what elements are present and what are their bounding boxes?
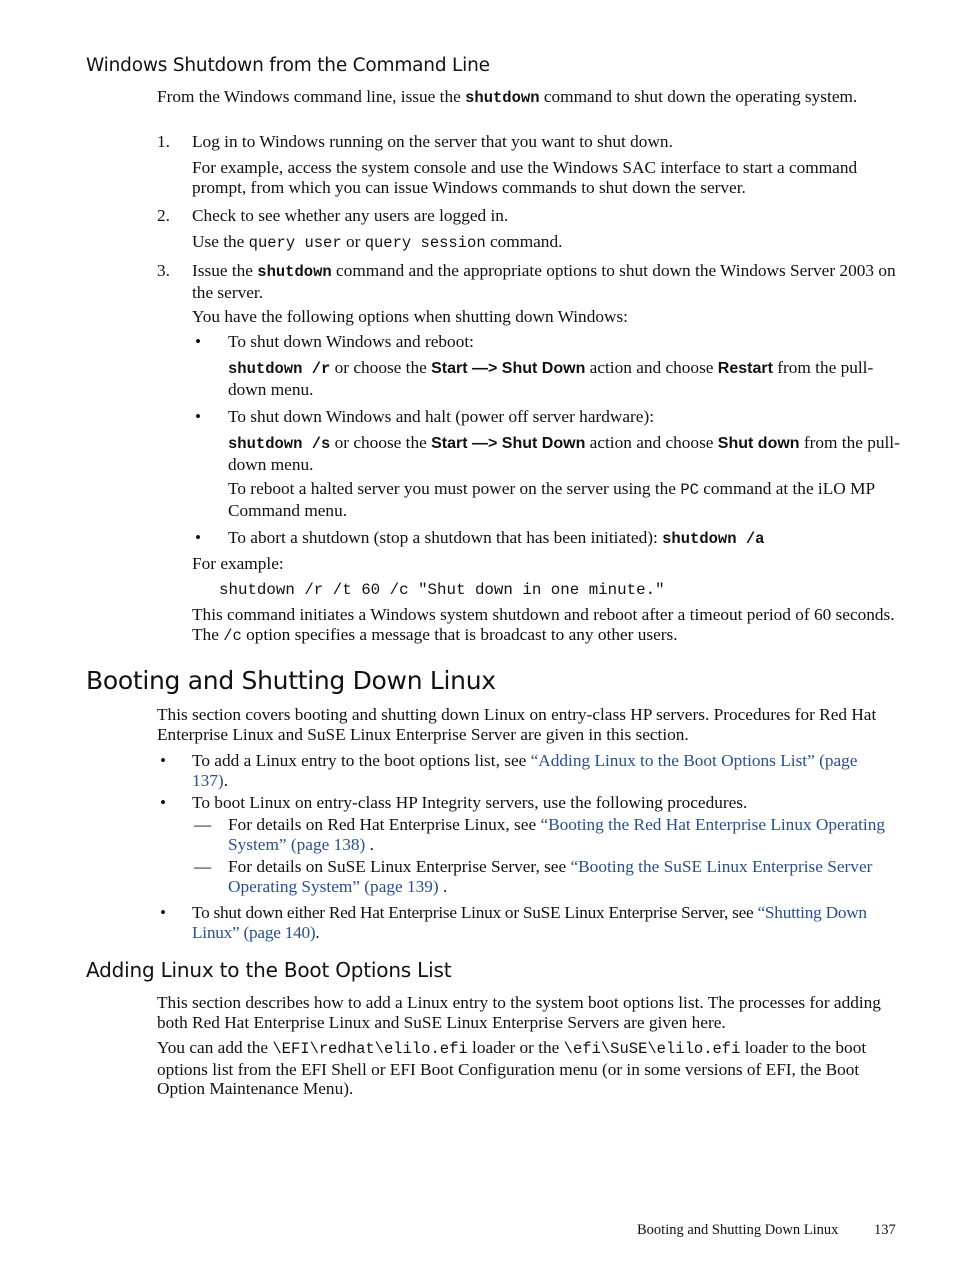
link-shutting-down-linux[interactable]: “Shutting Down Linux” (page 140) — [192, 903, 867, 942]
inline-command: shutdown /s — [228, 435, 331, 453]
linux-bullet-2: To boot Linux on entry-class HP Integrity servers, use the following procedures. — [192, 793, 748, 812]
bullet: • — [195, 528, 202, 547]
inline-command: shutdown /r — [228, 360, 331, 378]
inline-command: shutdown — [257, 263, 332, 281]
section-heading-boot-options: Adding Linux to the Boot Options List — [86, 958, 452, 982]
linux-bullet-3: To shut down either Red Hat Enterprise Linux or SuSE Linux Enterprise Server, see “Shutting Down Linux” (page 140). — [192, 903, 867, 942]
inline-command: shutdown /a — [662, 530, 765, 548]
inline-code: query session — [364, 234, 486, 252]
boot-options-para-1: This section describes how to add a Linux entry to the system boot options list. The processes for adding both Red Hat Enterprise Linux and SuSE Linux Enterprise Servers are given here. — [157, 993, 881, 1032]
menu-choice: Restart — [717, 360, 773, 377]
link-adding-linux[interactable]: “Adding Linux to the Boot Options List” (page 137) — [192, 751, 858, 790]
linux-sub-2: For details on SuSE Linux Enterprise Server, see “Booting the SuSE Linux Enterprise Server Operating System” (page 139) . — [228, 857, 873, 896]
step-3-detail: You have the following options when shutting down Windows: — [192, 307, 628, 326]
inline-code: PC — [680, 481, 699, 499]
inline-code: \efi\SuSE\elilo.efi — [563, 1040, 741, 1058]
step-2-detail: Use the query user or query session command. — [192, 232, 563, 252]
bullet: • — [160, 903, 167, 922]
inline-code: query user — [248, 234, 342, 252]
step-2-text: Check to see whether any users are logged in. — [192, 206, 509, 225]
link-booting-suse[interactable]: “Booting the SuSE Linux Enterprise Server Operating System” (page 139) — [228, 857, 873, 896]
option-1-detail: shutdown /r or choose the Start —> Shut Down action and choose Restart from the pull-down menu. — [228, 358, 874, 399]
option-1-label: To shut down Windows and reboot: — [228, 332, 474, 351]
option-3-label: To abort a shutdown (stop a shutdown that has been initiated): shutdown /a — [228, 528, 765, 548]
bullet: • — [195, 332, 202, 351]
bullet: • — [195, 407, 202, 426]
bullet: • — [160, 751, 167, 770]
dash-marker: — — [194, 815, 212, 834]
footer-title: Booting and Shutting Down Linux — [637, 1222, 839, 1238]
linux-intro: This section covers booting and shutting down Linux on entry-class HP servers. Procedures for Red Hat Enterprise Linux and SuSE Linux Enterprise Server are given in this section. — [157, 705, 877, 744]
boot-options-para-2: You can add the \EFI\redhat\elilo.efi loader or the \efi\SuSE\elilo.efi loader to the boot options list from the EFI Shell or EFI Boot Configuration menu (or in some versions of EFI, the Boot Option Maintenance Menu). — [157, 1038, 867, 1098]
dash-marker: — — [194, 857, 212, 876]
option-2-note: To reboot a halted server you must power on the server using the PC command at the iLO MP Command menu. — [228, 479, 875, 520]
menu-path: Start —> Shut Down — [431, 435, 586, 452]
step-number: 2. — [157, 206, 170, 225]
step-number: 1. — [157, 132, 170, 151]
linux-sub-1: For details on Red Hat Enterprise Linux, see “Booting the Red Hat Enterprise Linux Operating System” (page 138) . — [228, 815, 886, 854]
link-booting-redhat[interactable]: “Booting the Red Hat Enterprise Linux Operating System” (page 138) — [228, 815, 886, 854]
section-heading-windows-shutdown: Windows Shutdown from the Command Line — [86, 55, 490, 76]
step-1-text: Log in to Windows running on the server that you want to shut down. — [192, 132, 673, 151]
section-heading-linux: Booting and Shutting Down Linux — [86, 666, 496, 695]
step-1-detail: For example, access the system console and use the Windows SAC interface to start a command prompt, from which you can issue Windows commands to shut down the server. — [192, 158, 858, 197]
closing-paragraph: This command initiates a Windows system shutdown and reboot after a timeout period of 60 seconds. The /c option specifies a message that is broadcast to any other users. — [192, 605, 895, 645]
inline-command: shutdown — [465, 89, 540, 107]
example-code-block: shutdown /r /t 60 /c "Shut down in one minute." — [219, 581, 665, 599]
menu-path: Start —> Shut Down — [431, 360, 586, 377]
example-label: For example: — [192, 554, 284, 573]
step-3-text: Issue the shutdown command and the appropriate options to shut down the Windows Server 2003 on the server. — [192, 261, 896, 302]
intro-paragraph: From the Windows command line, issue the shutdown command to shut down the operating system. — [157, 87, 858, 107]
bullet: • — [160, 793, 167, 812]
linux-bullet-1: To add a Linux entry to the boot options list, see “Adding Linux to the Boot Options List” (page 137). — [192, 751, 858, 790]
page-number: 137 — [874, 1222, 896, 1238]
menu-choice: Shut down — [717, 435, 800, 452]
option-2-detail: shutdown /s or choose the Start —> Shut Down action and choose Shut down from the pull-down menu. — [228, 433, 900, 474]
inline-code: \EFI\redhat\elilo.efi — [272, 1040, 468, 1058]
step-number: 3. — [157, 261, 170, 280]
inline-code: /c — [223, 626, 242, 645]
option-2-label: To shut down Windows and halt (power off server hardware): — [228, 407, 655, 426]
